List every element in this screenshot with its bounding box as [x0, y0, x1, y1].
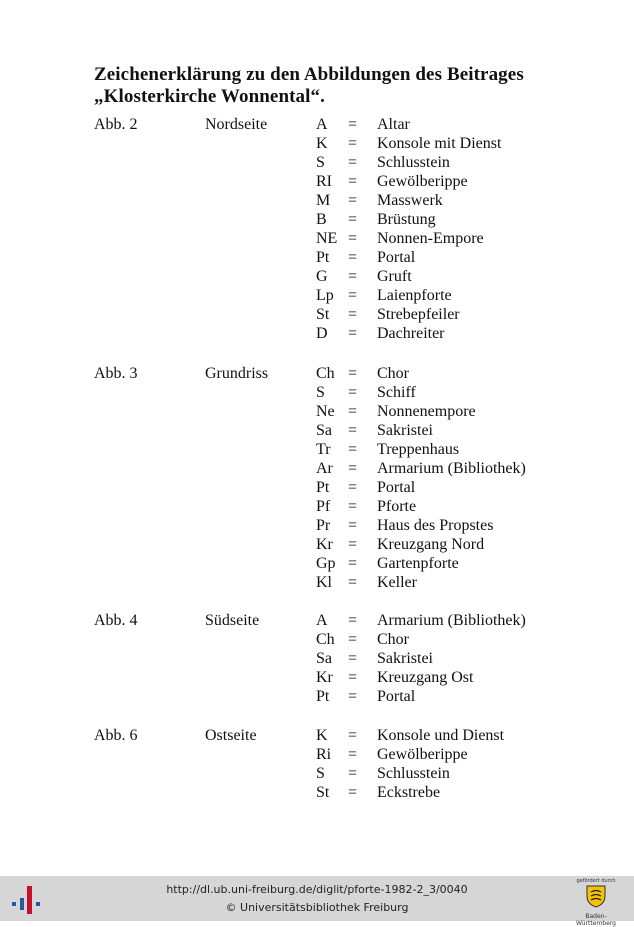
abbreviation: S — [316, 765, 325, 782]
legend-row — [94, 611, 614, 630]
legend-row — [94, 229, 614, 248]
equals-sign: = — [348, 422, 358, 439]
meaning: Portal — [377, 688, 416, 705]
meaning: Brüstung — [377, 211, 436, 228]
figure-label: Abb. 4 — [94, 612, 138, 629]
abbreviation: Tr — [316, 441, 331, 458]
legend-row — [94, 191, 614, 210]
meaning: Chor — [377, 365, 409, 382]
equals-sign: = — [348, 650, 358, 667]
meaning: Kreuzgang Nord — [377, 536, 485, 553]
legend-row — [94, 516, 614, 535]
legend-row — [94, 745, 614, 764]
view-label: Südseite — [205, 612, 260, 629]
abbreviation: Pt — [316, 479, 330, 496]
legend-row — [94, 402, 614, 421]
meaning: Konsole und Dienst — [377, 727, 505, 744]
meaning: Sakristei — [377, 422, 433, 439]
equals-sign: = — [348, 306, 358, 323]
equals-sign: = — [348, 230, 358, 247]
equals-sign: = — [348, 784, 358, 801]
legend-row — [94, 267, 614, 286]
legend-row — [94, 134, 614, 153]
meaning: Altar — [377, 116, 410, 133]
abbreviation: Ch — [316, 631, 335, 648]
view-label: Nordseite — [205, 116, 268, 133]
equals-sign: = — [348, 384, 358, 401]
abbreviation: Ri — [316, 746, 332, 763]
legend-row — [94, 324, 614, 343]
equals-sign: = — [348, 211, 358, 228]
equals-sign: = — [348, 688, 358, 705]
legend-row — [94, 421, 614, 440]
equals-sign: = — [348, 479, 358, 496]
legend-row — [94, 210, 614, 229]
equals-sign: = — [348, 536, 358, 553]
meaning: Masswerk — [377, 192, 443, 209]
legend-row — [94, 535, 614, 554]
legend-section-abb-6 — [94, 726, 614, 802]
abbreviation: A — [316, 612, 328, 629]
meaning: Nonnen-Empore — [377, 230, 484, 247]
abbreviation: Gp — [316, 555, 336, 572]
meaning: Armarium (Bibliothek) — [377, 460, 526, 477]
equals-sign: = — [348, 517, 358, 534]
legend-row — [94, 248, 614, 267]
legend-row — [94, 383, 614, 402]
equals-sign: = — [348, 249, 358, 266]
abbreviation: Ne — [316, 403, 335, 420]
abbreviation: K — [316, 727, 328, 744]
meaning: Gewölberippe — [377, 746, 468, 763]
meaning: Schlusstein — [377, 765, 450, 782]
meaning: Konsole mit Dienst — [377, 135, 502, 152]
coat-of-arms-icon — [585, 884, 607, 908]
meaning: Armarium (Bibliothek) — [377, 612, 526, 629]
abbreviation: Sa — [316, 650, 332, 667]
abbreviation: Lp — [316, 287, 334, 304]
abbreviation: Kr — [316, 669, 333, 686]
legend-row — [94, 668, 614, 687]
meaning: Portal — [377, 249, 416, 266]
meaning: Haus des Propstes — [377, 517, 494, 534]
meaning: Keller — [377, 574, 417, 591]
equals-sign: = — [348, 135, 358, 152]
figure-label: Abb. 6 — [94, 727, 138, 744]
equals-sign: = — [348, 612, 358, 629]
legend-row — [94, 687, 614, 706]
abbreviation: Ar — [316, 460, 333, 477]
equals-sign: = — [348, 727, 358, 744]
legend-section-abb-3 — [94, 364, 614, 592]
title-line-1: Zeichenerklärung zu den Abbildungen des Beitrages — [94, 64, 524, 85]
abbreviation: St — [316, 784, 330, 801]
figure-label: Abb. 2 — [94, 116, 138, 133]
meaning: Kreuzgang Ost — [377, 669, 474, 686]
copyright-text: © Universitätsbibliothek Freiburg — [225, 901, 409, 914]
legend-row — [94, 305, 614, 324]
legend-row — [94, 115, 614, 134]
meaning: Laienpforte — [377, 287, 452, 304]
permalink-url[interactable]: http://dl.ub.uni-freiburg.de/diglit/pforte-1982-2_3/0040 — [166, 883, 468, 896]
equals-sign: = — [348, 173, 358, 190]
abbreviation: St — [316, 306, 330, 323]
meaning: Strebepfeiler — [377, 306, 460, 323]
view-label: Grundriss — [205, 365, 269, 382]
meaning: Sakristei — [377, 650, 433, 667]
equals-sign: = — [348, 268, 358, 285]
equals-sign: = — [348, 403, 358, 420]
equals-sign: = — [348, 192, 358, 209]
legend-row — [94, 573, 614, 592]
abbreviation: Pf — [316, 498, 331, 515]
funder-caption: gefördert durch — [576, 878, 616, 884]
meaning: Gewölberippe — [377, 173, 468, 190]
abbreviation: Ch — [316, 365, 335, 382]
funder-badge — [566, 878, 626, 927]
abbreviation: Pr — [316, 517, 331, 534]
abbreviation: Sa — [316, 422, 332, 439]
meaning: Portal — [377, 479, 416, 496]
equals-sign: = — [348, 116, 358, 133]
legend-section-abb-4 — [94, 611, 614, 706]
equals-sign: = — [348, 574, 358, 591]
abbreviation: M — [316, 192, 331, 209]
abbreviation: S — [316, 154, 325, 171]
legend-row — [94, 478, 614, 497]
equals-sign: = — [348, 460, 358, 477]
meaning: Schiff — [377, 384, 416, 401]
figure-label: Abb. 3 — [94, 365, 138, 382]
equals-sign: = — [348, 154, 358, 171]
legend-row — [94, 783, 614, 802]
title-line-2: „Klosterkirche Wonnental“. — [94, 86, 325, 107]
legend-row — [94, 286, 614, 305]
equals-sign: = — [348, 365, 358, 382]
legend-row — [94, 459, 614, 478]
equals-sign: = — [348, 669, 358, 686]
legend-row — [94, 649, 614, 668]
meaning: Dachreiter — [377, 325, 445, 342]
equals-sign: = — [348, 498, 358, 515]
meaning: Chor — [377, 631, 409, 648]
meaning: Schlusstein — [377, 154, 450, 171]
equals-sign: = — [348, 325, 358, 342]
equals-sign: = — [348, 441, 358, 458]
legend-row — [94, 554, 614, 573]
abbreviation: B — [316, 211, 327, 228]
legend-row — [94, 497, 614, 516]
abbreviation: Kr — [316, 536, 333, 553]
meaning: Treppenhaus — [377, 441, 460, 458]
equals-sign: = — [348, 631, 358, 648]
legend-section-abb-2 — [94, 115, 614, 343]
equals-sign: = — [348, 765, 358, 782]
legend-row — [94, 726, 614, 745]
legend-row — [94, 440, 614, 459]
abbreviation: A — [316, 116, 328, 133]
equals-sign: = — [348, 746, 358, 763]
meaning: Eckstrebe — [377, 784, 441, 801]
meaning: Gartenpforte — [377, 555, 459, 572]
meaning: Nonnenempore — [377, 403, 476, 420]
abbreviation: Pt — [316, 688, 330, 705]
page-title — [94, 64, 524, 108]
abbreviation: D — [316, 325, 328, 342]
abbreviation: Kl — [316, 574, 332, 591]
abbreviation: RI — [316, 173, 332, 190]
equals-sign: = — [348, 555, 358, 572]
abbreviation: Pt — [316, 249, 330, 266]
legend-row — [94, 153, 614, 172]
legend-row — [94, 630, 614, 649]
funder-name: Baden-Württemberg — [576, 913, 616, 927]
meaning: Gruft — [377, 268, 412, 285]
meaning: Pforte — [377, 498, 417, 515]
legend-row — [94, 364, 614, 383]
equals-sign: = — [348, 287, 358, 304]
viewer-footer — [0, 876, 634, 927]
view-label: Ostseite — [205, 727, 257, 744]
abbreviation: G — [316, 268, 328, 285]
abbreviation: NE — [316, 230, 338, 247]
abbreviation: S — [316, 384, 325, 401]
abbreviation: K — [316, 135, 328, 152]
legend-row — [94, 172, 614, 191]
legend-row — [94, 764, 614, 783]
